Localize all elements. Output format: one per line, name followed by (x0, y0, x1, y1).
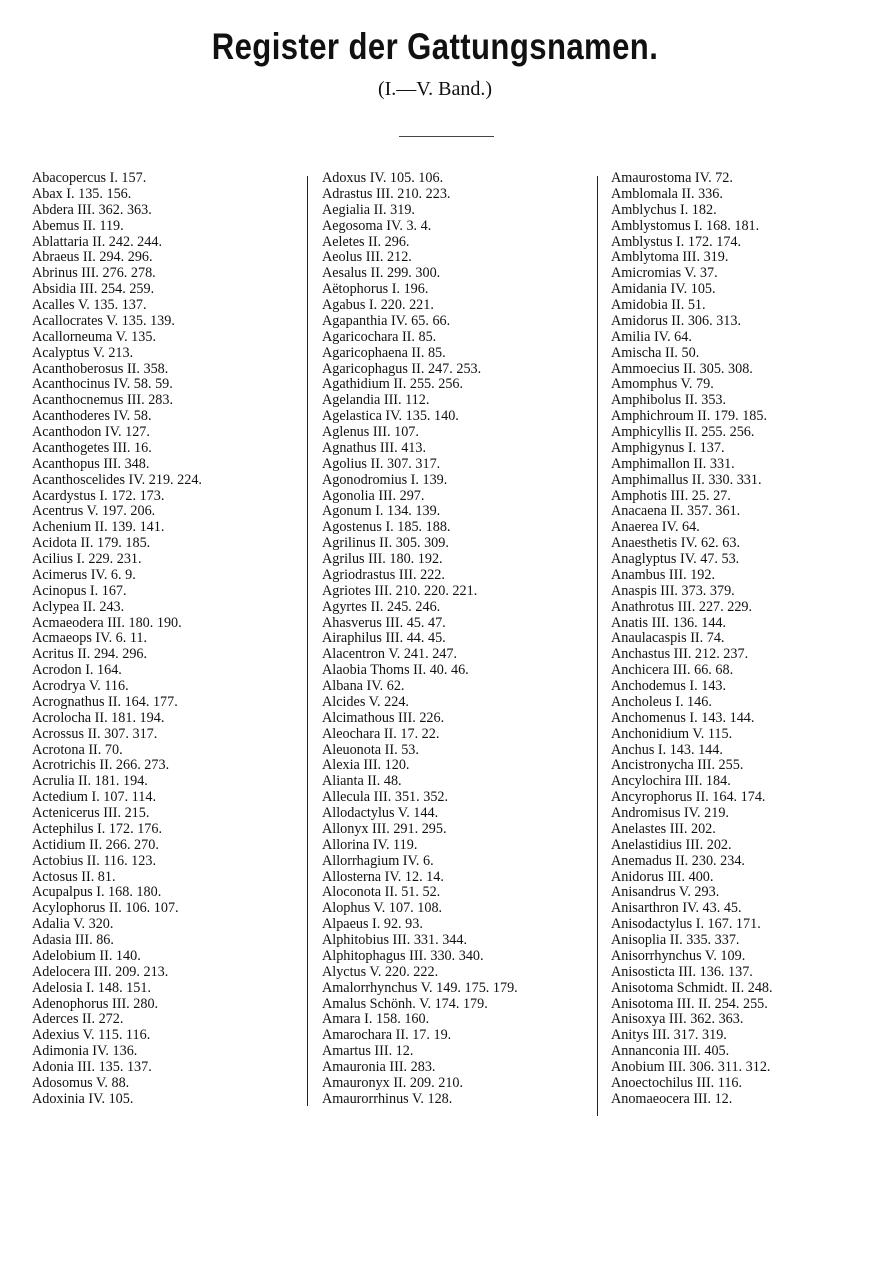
register-column-2 (322, 171, 592, 1108)
register-entry: Allosterna IV. 12. 14. (322, 868, 444, 885)
register-entry: Acrossus II. 307. 317. (32, 725, 158, 742)
register-entry: Amauronia III. 283. (322, 1059, 436, 1075)
register-entry: Adimonia IV. 136. (32, 1043, 138, 1060)
register-entry: Amilia IV. 64. (611, 328, 692, 345)
register-entry: Alaobia Thoms II. 40. 46. (322, 662, 469, 679)
register-entry: Agaricophagus II. 247. 253. (322, 360, 482, 377)
register-entry: Aglenus III. 107. (322, 424, 419, 440)
register-entry: Amphigynus I. 137. (611, 439, 725, 456)
register-entry: Alophus V. 107. 108. (322, 900, 443, 917)
register-entry: Adalia V. 320. (32, 916, 114, 933)
register-entry: Adoxinia IV. 105. (32, 1090, 134, 1107)
register-entry: Amicromias V. 37. (611, 265, 718, 282)
register-entry: Acrodon I. 164. (32, 662, 122, 679)
register-entry: Acanthoberosus II. 358. (32, 360, 169, 377)
register-entry: Alacentron V. 241. 247. (322, 646, 458, 663)
register-entry: Acylophorus II. 106. 107. (32, 900, 179, 917)
register-entry: Aloconota II. 51. 52. (322, 884, 441, 901)
page-title: Register der Gattungsnamen. (211, 26, 659, 67)
register-entry: Agriodrastus III. 222. (322, 566, 445, 583)
register-entry: Amblychus I. 182. (611, 201, 717, 218)
register-entry: Annanconia III. 405. (611, 1043, 730, 1060)
register-entry: Amphimallus II. 330. 331. (611, 471, 762, 488)
register-entry: Agonolia III. 297. (322, 487, 425, 504)
register-entry: Amidorus II. 306. 313. (611, 312, 742, 329)
register-entry: Abraeus II. 294. 296. (32, 249, 153, 266)
register-entry: Alianta II. 48. (322, 773, 402, 790)
register-entry: Aeletes II. 296. (322, 233, 410, 250)
register-entry: Anisotoma Schmidt. II. 248. (611, 979, 773, 996)
register-entry: Agnathus III. 413. (322, 439, 427, 456)
register-entry: Anisarthron IV. 43. 45. (611, 900, 742, 917)
register-entry: Acanthocinus IV. 58. 59. (32, 376, 173, 393)
register-entry: Allodactylus V. 144. (322, 805, 439, 821)
register-entry: Acilius I. 229. 231. (32, 551, 142, 567)
register-entry: Adelobium II. 140. (32, 947, 141, 964)
register-entry: Acritus II. 294. 296. (32, 646, 148, 663)
register-entry: Anchonidium V. 115. (611, 725, 733, 742)
register-entry: Aleochara II. 17. 22. (322, 725, 440, 742)
register-entry: Agathidium II. 255. 256. (322, 376, 464, 393)
register-entry: Acrolocha II. 181. 194. (32, 709, 165, 726)
register-entry: Anchus I. 143. 144. (611, 741, 723, 758)
register-entry: Abacopercus I. 157. (32, 170, 147, 186)
register-entry: Anobium III. 306. 311. 312. (611, 1059, 771, 1075)
register-entry: Abax I. 135. 156. (32, 185, 132, 202)
register-entry: Abdera III. 362. 363. (32, 201, 152, 218)
register-entry: Actenicerus III. 215. (32, 805, 150, 821)
register-entry: Amblystomus I. 168. 181. (611, 217, 760, 234)
register-entry: Ancyrophorus II. 164. 174. (611, 789, 766, 806)
register-entry: Anaesthetis IV. 62. 63. (611, 535, 740, 552)
register-entry: Ancistronycha III. 255. (611, 757, 744, 774)
register-entry: Amphibolus II. 353. (611, 392, 727, 409)
register-entry: Amartus III. 12. (322, 1043, 414, 1060)
register-entry: Ahasverus III. 45. 47. (322, 614, 446, 631)
column-divider (597, 176, 598, 1116)
register-entry: Anisosticta III. 136. 137. (611, 963, 753, 980)
register-entry: Agaricophaena II. 85. (322, 344, 446, 361)
register-entry: Acardystus I. 172. 173. (32, 487, 165, 504)
register-entry: Aegialia II. 319. (322, 201, 415, 218)
register-entry: Aeolus III. 212. (322, 249, 412, 266)
register-entry: Adonia III. 135. 137. (32, 1059, 152, 1075)
register-entry: Agelandia III. 112. (322, 392, 430, 409)
register-entry: Agostenus I. 185. 188. (322, 519, 451, 536)
register-entry: Acallorneuma V. 135. (32, 328, 156, 345)
register-entry: Albana IV. 62. (322, 678, 405, 694)
register-entry: Amphichroum II. 179. 185. (611, 408, 768, 425)
register-entry: Acanthopus III. 348. (32, 455, 150, 472)
register-entry: Alphitobius III. 331. 344. (322, 932, 468, 948)
title-rule (399, 136, 494, 137)
register-entry: Agolius II. 307. 317. (322, 455, 441, 472)
register-entry: Actephilus I. 172. 176. (32, 820, 163, 837)
register-entry: Ancylochira III. 184. (611, 773, 731, 790)
register-entry: Acallocrates V. 135. 139. (32, 312, 175, 329)
register-entry: Acanthodon IV. 127. (32, 424, 150, 440)
register-entry: Acanthoscelides IV. 219. 224. (32, 471, 202, 488)
register-entry: Allonyx III. 291. 295. (322, 820, 447, 837)
register-entry: Adasia III. 86. (32, 932, 114, 948)
register-entry: Amphicyllis II. 255. 256. (611, 424, 755, 440)
register-entry: Amblytoma III. 319. (611, 249, 729, 266)
register-entry: Anchomenus I. 143. 144. (611, 709, 755, 726)
register-entry: Amblystus I. 172. 174. (611, 233, 742, 250)
register-entry: Ancholeus I. 146. (611, 693, 712, 710)
register-entry: Acanthogetes III. 16. (32, 439, 152, 456)
register-column-3 (611, 171, 870, 1108)
register-entry: Actedium I. 107. 114. (32, 789, 156, 806)
register-entry: Alpaeus I. 92. 93. (322, 916, 423, 933)
register-entry: Anchodemus I. 143. (611, 678, 727, 694)
register-entry: Acentrus V. 197. 206. (32, 503, 156, 520)
register-entry: Allorina IV. 119. (322, 836, 418, 853)
register-entry: Anisotoma III. II. 254. 255. (611, 995, 768, 1012)
register-entry: Amischa II. 50. (611, 344, 700, 361)
register-entry: Anchastus III. 212. 237. (611, 646, 749, 663)
register-entry: Anaerea IV. 64. (611, 519, 700, 536)
register-entry: Anambus III. 192. (611, 566, 716, 583)
register-entry: Acanthoderes IV. 58. (32, 408, 152, 425)
register-entry: Agonodromius I. 139. (322, 471, 448, 488)
register-entry: Achenium II. 139. 141. (32, 519, 165, 536)
register-entry: Adosomus V. 88. (32, 1074, 130, 1091)
register-entry: Agrilinus II. 305. 309. (322, 535, 449, 552)
register-entry: Ammoecius II. 305. 308. (611, 360, 753, 377)
register-entry: Agelastica IV. 135. 140. (322, 408, 459, 425)
register-entry: Agabus I. 220. 221. (322, 297, 434, 313)
register-entry: Amaurorrhinus V. 128. (322, 1090, 453, 1107)
column-divider (307, 176, 308, 1106)
register-entry: Anisorrhynchus V. 109. (611, 947, 746, 964)
register-entry: Acrodrya V. 116. (32, 678, 129, 694)
register-entry: Agyrtes II. 245. 246. (322, 598, 441, 615)
register-entry: Alcides V. 224. (322, 693, 409, 710)
register-entry: Actosus II. 81. (32, 868, 116, 885)
register-entry: Amalorrhynchus V. 149. 175. 179. (322, 979, 518, 996)
register-entry: Amphimallon II. 331. (611, 455, 735, 472)
register-entry: Acidota II. 179. 185. (32, 535, 151, 552)
register-entry: Aegosoma IV. 3. 4. (322, 217, 432, 234)
register-entry: Agrilus III. 180. 192. (322, 551, 443, 567)
register-entry: Acalles V. 135. 137. (32, 297, 147, 313)
register-entry: Amalus Schönh. V. 174. 179. (322, 995, 488, 1012)
register-entry: Agonum I. 134. 139. (322, 503, 441, 520)
register-entry: Anoectochilus III. 116. (611, 1074, 743, 1091)
register-entry: Amidobia II. 51. (611, 297, 706, 313)
register-entry: Actidium II. 266. 270. (32, 836, 159, 853)
register-entry: Alphitophagus III. 330. 340. (322, 947, 484, 964)
register-entry: Aleuonota II. 53. (322, 741, 419, 758)
register-entry: Amomphus V. 79. (611, 376, 714, 393)
register-entry: Aëtophorus I. 196. (322, 281, 429, 298)
register-entry: Acalyptus V. 213. (32, 344, 134, 361)
register-entry: Abrinus III. 276. 278. (32, 265, 156, 282)
register-entry: Anchicera III. 66. 68. (611, 662, 734, 679)
register-entry: Acimerus IV. 6. 9. (32, 566, 136, 583)
register-entry: Anaspis III. 373. 379. (611, 582, 735, 599)
register-entry: Acrotona II. 70. (32, 741, 123, 758)
register-entry: Acinopus I. 167. (32, 582, 127, 599)
register-entry: Aderces II. 272. (32, 1011, 124, 1028)
register-entry: Anisoplia II. 335. 337. (611, 932, 740, 948)
register-entry: Adexius V. 115. 116. (32, 1027, 151, 1044)
register-entry: Adoxus IV. 105. 106. (322, 170, 444, 186)
volume-range-subtitle: (I.—V. Band.) (377, 78, 493, 100)
register-entry: Anatis III. 136. 144. (611, 614, 727, 631)
register-entry: Allecula III. 351. 352. (322, 789, 449, 806)
register-entry: Alyctus V. 220. 222. (322, 963, 439, 980)
register-entry: Anelastidius III. 202. (611, 836, 732, 853)
register-entry: Anelastes III. 202. (611, 820, 716, 837)
register-entry: Anidorus III. 400. (611, 868, 714, 885)
register-entry: Anisodactylus I. 167. 171. (611, 916, 761, 933)
register-entry: Amphotis III. 25. 27. (611, 487, 731, 504)
register-entry: Agaricochara II. 85. (322, 328, 437, 345)
register-entry: Acrognathus II. 164. 177. (32, 693, 178, 710)
register-entry: Amaurostoma IV. 72. (611, 170, 733, 186)
register-entry: Adenophorus III. 280. (32, 995, 159, 1012)
register-entry: Adelosia I. 148. 151. (32, 979, 152, 996)
register-entry: Acmaeops IV. 6. 11. (32, 630, 148, 647)
register-entry: Acmaeodera III. 180. 190. (32, 614, 182, 631)
register-entry: Absidia III. 254. 259. (32, 281, 155, 298)
register-column-1 (32, 171, 302, 1108)
register-entry: Anisoxya III. 362. 363. (611, 1011, 744, 1028)
register-entry: Anacaena II. 357. 361. (611, 503, 741, 520)
register-entry: Alexia III. 120. (322, 757, 410, 774)
register-entry: Aclypea II. 243. (32, 598, 125, 615)
register-entry: Acanthocnemus III. 283. (32, 392, 174, 409)
register-entry: Amarochara II. 17. 19. (322, 1027, 452, 1044)
register-entry: Allorrhagium IV. 6. (322, 852, 434, 869)
register-entry: Anathrotus III. 227. 229. (611, 598, 753, 615)
register-entry: Agapanthia IV. 65. 66. (322, 312, 451, 329)
register-entry: Adrastus III. 210. 223. (322, 185, 451, 202)
register-entry: Alcimathous III. 226. (322, 709, 445, 726)
register-entry: Amauronyx II. 209. 210. (322, 1074, 464, 1091)
register-entry: Acupalpus I. 168. 180. (32, 884, 162, 901)
register-entry: Anemadus II. 230. 234. (611, 852, 745, 869)
register-entry: Airaphilus III. 44. 45. (322, 630, 446, 647)
register-entry: Anisandrus V. 293. (611, 884, 720, 901)
register-entry: Amara I. 158. 160. (322, 1011, 430, 1028)
register-entry: Acrulia II. 181. 194. (32, 773, 148, 790)
register-entry: Anitys III. 317. 319. (611, 1027, 727, 1044)
register-entry: Aesalus II. 299. 300. (322, 265, 441, 282)
register-entry: Ablattaria II. 242. 244. (32, 233, 163, 250)
register-entry: Andromisus IV. 219. (611, 805, 729, 821)
register-entry: Amidania IV. 105. (611, 281, 716, 298)
register-entry: Amblomala II. 336. (611, 185, 723, 202)
register-entry: Acrotrichis II. 266. 273. (32, 757, 170, 774)
register-entry: Abemus II. 119. (32, 217, 124, 234)
register-entry: Anomaeocera III. 12. (611, 1090, 733, 1107)
register-entry: Actobius II. 116. 123. (32, 852, 156, 869)
register-entry: Anaulacaspis II. 74. (611, 630, 725, 647)
register-entry: Adelocera III. 209. 213. (32, 963, 169, 980)
register-entry: Agriotes III. 210. 220. 221. (322, 582, 478, 599)
register-entry: Anaglyptus IV. 47. 53. (611, 551, 740, 567)
